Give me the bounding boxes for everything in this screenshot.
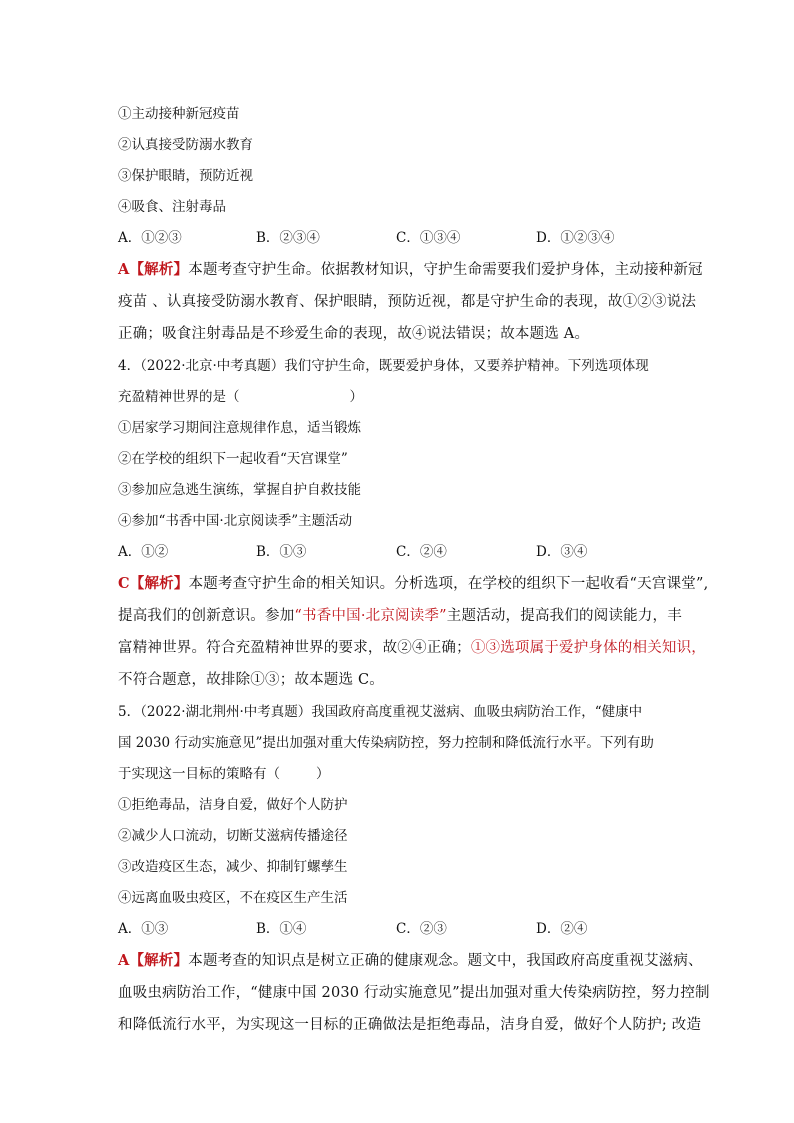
- q5-stem-line-3: [118, 764, 330, 784]
- q3-analysis-line-2: 疫苗 、认真接受防溺水教育、保护眼睛，预防近视，都是守护生命的表现，故①②③说法: [118, 294, 697, 310]
- q5-analysis-line-1: [118, 951, 703, 971]
- q5-item-1: ①拒绝毒品，洁身自爱，做好个人防护: [118, 797, 348, 813]
- q5-analysis-line-3: 和降低流行水平，为实现这一目标的正确做法是拒绝毒品，洁身自爱，做好个人防护; 改造: [118, 1017, 702, 1033]
- q5-stem-text: 于实现这一目标的策略有（: [118, 766, 280, 782]
- q3-item-1: ①主动接种新冠疫苗: [118, 106, 240, 122]
- q4-item-3: ③参加应急逃生演练，掌握自护自救技能: [118, 482, 361, 498]
- q3-analysis-line-1: [118, 260, 703, 280]
- q4-stem-line-2: [118, 387, 363, 407]
- q5-option-d: D．②④: [536, 921, 588, 937]
- q4-stem-close: ）: [349, 389, 363, 405]
- q3-options: [118, 228, 678, 248]
- q3-analysis-line-3: 正确；吸食注射毒品是不珍爱生命的表现，故④说法错误；故本题选 A。: [118, 326, 590, 342]
- q5-analysis-text-1: 本题考查的知识点是树立正确的健康观念。题文中，我国政府高度重视艾滋病、: [188, 953, 703, 969]
- q3-option-c: C．①③④: [396, 230, 461, 246]
- q4-option-b: B．①③: [256, 544, 307, 560]
- q5-stem-line-1: 5．（2022·湖北荆州·中考真题）我国政府高度重视艾滋病、血吸虫病防治工作，“健康中: [118, 704, 643, 720]
- q3-analysis-text-1: 本题考查守护生命。依据教材知识，守护生命需要我们爱护身体，主动接种新冠: [188, 262, 703, 278]
- q5-stem-line-2: 国 2030 行动实施意见”提出加强对重大传染病防控，努力控制和降低流行水平。下列有助: [118, 735, 654, 751]
- q5-item-3: ③改造疫区生态，减少、抑制钉螺孳生: [118, 859, 348, 875]
- q4-analysis-highlight-2: ①③选项属于爱护身体的相关知识，: [470, 640, 707, 656]
- q3-option-d: D．①②③④: [536, 230, 615, 246]
- q3-option-a: A．①②③: [118, 230, 182, 246]
- q4-analysis-tag: 【解析】: [129, 575, 189, 592]
- q4-item-4: ④参加“书香中国·北京阅读季”主题活动: [118, 513, 353, 529]
- q3-item-4: ④吸食、注射毒品: [118, 199, 226, 215]
- q4-analysis-text-3a: 富精神世界。符合充盈精神世界的要求，故②④正确；: [118, 640, 471, 656]
- q5-item-2: ②减少人口流动，切断艾滋病传播途径: [118, 828, 348, 844]
- q5-item-4: ④远离血吸虫疫区，不在疫区生产生活: [118, 890, 348, 906]
- q4-item-2: ②在学校的组织下一起收看“天宫课堂”: [118, 451, 348, 467]
- q4-analysis-text-2b: 主题活动，提高我们的阅读能力，丰: [446, 608, 682, 624]
- q4-option-d: D．③④: [536, 544, 588, 560]
- q5-options: [118, 919, 678, 939]
- q4-analysis-line-4: 不符合题意，故排除①③；故本题选 C。: [118, 672, 385, 688]
- q5-analysis-tag: 【解析】: [129, 952, 189, 969]
- q3-item-2: ②认真接受防溺水教育: [118, 137, 253, 153]
- q3-answer: A: [118, 261, 130, 278]
- q5-option-b: B．①④: [256, 921, 307, 937]
- q5-answer: A: [118, 952, 130, 969]
- q4-analysis-text-2a: 提高我们的创新意识。参加: [118, 608, 295, 624]
- q3-analysis-tag: 【解析】: [129, 261, 189, 278]
- q3-option-b: B．②③④: [256, 230, 320, 246]
- q5-option-c: C．②③: [396, 921, 447, 937]
- q4-analysis-line-3: [118, 638, 706, 658]
- q5-analysis-line-2: 血吸虫病防治工作，“健康中国 2030 行动实施意见”提出加强对重大传染病防控，努力控制: [118, 985, 710, 1001]
- q4-stem-text: 充盈精神世界的是（: [118, 389, 240, 405]
- q4-analysis-text-1: 本题考查守护生命的相关知识。分析选项，在学校的组织下一起收看“天宫课堂”,: [188, 576, 709, 592]
- q4-option-a: A．①②: [118, 544, 169, 560]
- q3-item-3: ③保护眼睛，预防近视: [118, 168, 253, 184]
- q4-options: [118, 542, 678, 562]
- q4-analysis-line-2: [118, 606, 682, 626]
- q4-analysis-line-1: [118, 574, 708, 594]
- q5-stem-close: ）: [316, 766, 330, 782]
- q4-option-c: C．②④: [396, 544, 447, 560]
- q5-option-a: A．①③: [118, 921, 169, 937]
- q4-answer: C: [118, 575, 130, 592]
- q4-stem-line-1: 4．（2022·北京·中考真题）我们守护生命，既要爱护身体，又要养护精神。下列选项体现: [118, 358, 649, 374]
- q4-analysis-highlight-1: “书香中国·北京阅读季”: [294, 608, 447, 624]
- q4-item-1: ①居家学习期间注意规律作息，适当锻炼: [118, 420, 361, 436]
